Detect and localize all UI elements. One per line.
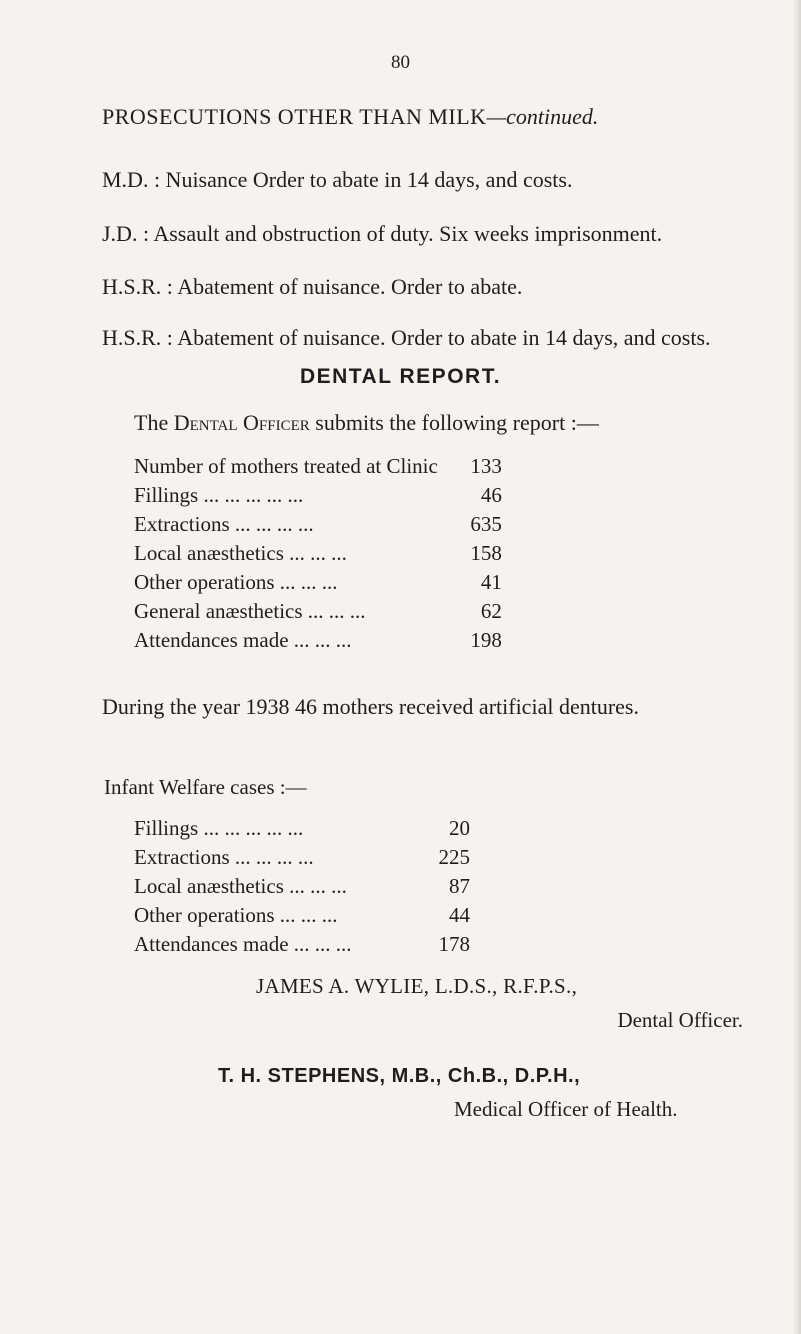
row-value: 635: [470, 512, 502, 536]
case-entry: J.D. : Assault and obstruction of duty. Six weeks imprisonment.: [102, 221, 663, 246]
row-label: Local anæsthetics ... ... ...: [134, 541, 347, 565]
moh-name: T. H. STEPHENS, M.B., Ch.B., D.P.H.,: [218, 1065, 581, 1087]
table-row: [134, 626, 502, 655]
table-row: [134, 539, 502, 568]
dental-officer-title: Dental Officer.: [617, 1008, 743, 1032]
row-value: 198: [470, 628, 502, 652]
table-row: [134, 872, 470, 901]
row-value: 87: [449, 874, 470, 898]
intro-text: submits the following report :—: [309, 410, 599, 435]
row-value: 225: [438, 845, 470, 869]
row-value: 46: [480, 483, 502, 507]
row-label: Attendances made ... ... ...: [134, 628, 352, 652]
table-row: [134, 901, 470, 930]
page-edge-shadow: [793, 0, 801, 1334]
heading-main: PROSECUTIONS OTHER THAN MILK: [102, 104, 487, 129]
row-value: 62: [480, 599, 502, 623]
row-label: Attendances made ... ... ...: [134, 932, 352, 956]
row-label: Fillings ... ... ... ... ...: [134, 816, 304, 840]
row-label: Extractions ... ... ... ...: [134, 845, 314, 869]
row-label: Extractions ... ... ... ...: [134, 512, 314, 536]
row-value: 158: [470, 541, 502, 565]
row-value: 41: [480, 570, 502, 594]
dental-officer-name: JAMES A. WYLIE, L.D.S., R.F.P.S.,: [256, 974, 578, 998]
heading-continued: —continued.: [486, 104, 599, 129]
row-value: 133: [470, 454, 502, 478]
table-row: [134, 568, 502, 597]
row-value: 178: [438, 932, 470, 956]
dental-intro: [134, 410, 599, 436]
dentures-note: During the year 1938 46 mothers received artificial dentures.: [102, 694, 639, 719]
table-row: [134, 930, 470, 959]
row-label: Other operations ... ... ...: [134, 903, 338, 927]
table-row: [134, 843, 470, 872]
table-row: [134, 481, 502, 510]
row-value: 44: [449, 903, 470, 927]
row-label: General anæsthetics ... ... ...: [134, 599, 366, 623]
moh-title: Medical Officer of Health.: [454, 1097, 678, 1121]
case-entry: H.S.R. : Abatement of nuisance. Order to abate.: [102, 274, 523, 299]
row-label: Fillings ... ... ... ... ...: [134, 483, 304, 507]
row-label: Number of mothers treated at Clinic: [134, 454, 438, 478]
infant-heading: Infant Welfare cases :—: [104, 775, 307, 799]
row-label: Local anæsthetics ... ... ...: [134, 874, 347, 898]
case-entry: M.D. : Nuisance Order to abate in 14 days, and costs.: [102, 167, 573, 192]
dental-officer-label: Dental Officer: [173, 410, 310, 435]
intro-text: The: [134, 410, 174, 435]
section-heading: [102, 104, 598, 130]
table-row: [134, 597, 502, 626]
row-label: Other operations ... ... ...: [134, 570, 338, 594]
table-row: [134, 452, 502, 481]
mothers-table: [134, 452, 502, 655]
table-row: [134, 510, 502, 539]
page-number: 80: [391, 52, 410, 73]
table-row: [134, 814, 470, 843]
row-value: 20: [449, 816, 470, 840]
case-entry: H.S.R. : Abatement of nuisance. Order to abate in 14 days, and costs.: [102, 325, 711, 350]
dental-report-title: DENTAL REPORT.: [299, 365, 502, 388]
infant-table: [134, 814, 470, 959]
